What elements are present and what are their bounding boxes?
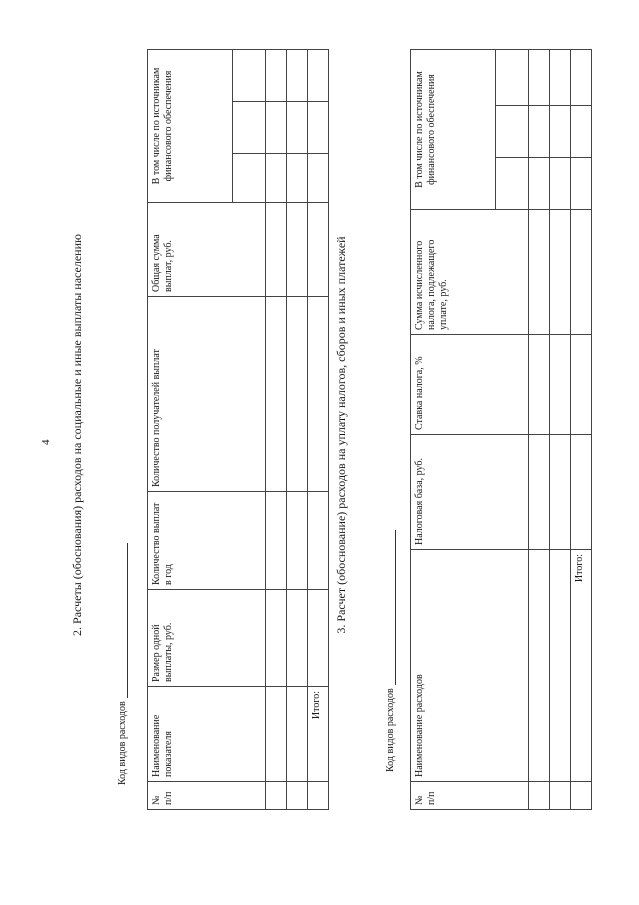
table-cell: [308, 203, 329, 297]
table-cell: [529, 158, 550, 210]
table-cell: [571, 49, 592, 105]
col-header-payments-count: Количество выплат в год: [148, 492, 266, 590]
total-row: [571, 49, 592, 809]
table-cell: [529, 435, 550, 550]
table-cell: [266, 590, 287, 687]
taxes-table: [410, 49, 592, 810]
sub-col-1: [496, 158, 529, 210]
table-cell: [287, 49, 308, 101]
table-cell: [571, 210, 592, 335]
col-header-sources: В том числе по источникам финансового обеспечения: [411, 49, 496, 209]
col-header-number: № п/п: [411, 782, 529, 810]
page-number: 4: [40, 439, 52, 445]
social-payments-table: [147, 49, 329, 810]
table-row: [266, 49, 287, 809]
sub-col-2: [496, 106, 529, 158]
table-cell: [266, 492, 287, 590]
sub-col-2: [233, 102, 266, 154]
section3-code-line: [385, 530, 396, 685]
table-cell: [529, 49, 550, 105]
table-cell: [287, 203, 308, 297]
table-cell: [266, 782, 287, 810]
table-cell: [287, 154, 308, 203]
col-header-tax-base: Налоговая база, руб.: [411, 435, 529, 550]
section2-code-label: Код видов расходов: [117, 701, 128, 785]
table-cell: [550, 782, 571, 810]
section2-title: 2. Расчеты (обоснования) расходов на социальные и иные выплаты населению: [70, 234, 84, 636]
section3-title: 3. Расчет (обоснование) расходов на уплату налогов, сборов и иных платежей: [334, 236, 348, 634]
table-cell: [571, 106, 592, 158]
table-cell: [529, 210, 550, 335]
table-cell: [529, 106, 550, 158]
col-header-tax-rate: Ставка налога, %: [411, 335, 529, 435]
table-cell: [571, 158, 592, 210]
table-cell: [287, 492, 308, 590]
col-header-expense-name: Наименование расходов: [411, 550, 529, 782]
table-cell: [550, 106, 571, 158]
table-cell: [308, 102, 329, 154]
table-cell: [571, 335, 592, 435]
table-cell: [266, 154, 287, 203]
sub-col-1: [233, 154, 266, 203]
table-cell: [266, 102, 287, 154]
table-cell: [287, 782, 308, 810]
table-cell: [308, 492, 329, 590]
table-row: [550, 49, 571, 809]
section2-code: [117, 543, 128, 785]
col-header-payment-size: Размер одной выплаты, руб.: [148, 590, 266, 687]
table-cell: [571, 435, 592, 550]
table-cell: [550, 49, 571, 105]
table-cell: [571, 782, 592, 810]
table-cell: [308, 154, 329, 203]
table-row: [529, 49, 550, 809]
table-cell: [550, 550, 571, 782]
table-cell: [287, 687, 308, 782]
table-cell: [266, 203, 287, 297]
section2-code-line: [117, 543, 128, 698]
col-header-indicator: Наименование показателя: [148, 687, 266, 782]
col-header-sources: В том числе по источникам финансового обеспечения: [148, 49, 233, 202]
col-header-recipients: Количество получателей выплат: [148, 297, 266, 492]
table-cell: [529, 782, 550, 810]
total-label: Итого:: [571, 550, 592, 782]
sub-col-3: [496, 49, 529, 105]
table-cell: [308, 590, 329, 687]
section3-code-label: Код видов расходов: [385, 688, 396, 772]
table-cell: [550, 435, 571, 550]
table-header-row: [148, 49, 233, 809]
table-cell: [550, 158, 571, 210]
total-row: [308, 49, 329, 809]
table-cell: [266, 49, 287, 101]
table-cell: [529, 550, 550, 782]
table-cell: [308, 782, 329, 810]
table-cell: [308, 297, 329, 492]
total-label: Итого:: [308, 687, 329, 782]
table-cell: [287, 297, 308, 492]
col-header-number: № п/п: [148, 782, 266, 810]
table-cell: [550, 210, 571, 335]
table-cell: [550, 335, 571, 435]
table-cell: [266, 297, 287, 492]
col-header-tax-amount: Сумма исчисленного налога, подлежащего уплате, руб.: [411, 210, 529, 335]
table-cell: [308, 49, 329, 101]
table-cell: [266, 687, 287, 782]
section3-code: [385, 530, 396, 772]
table-cell: [287, 590, 308, 687]
table-cell: [529, 335, 550, 435]
table-row: [287, 49, 308, 809]
table-cell: [287, 102, 308, 154]
table-header-row: [411, 49, 496, 809]
col-header-total: Общая сумма выплат, руб.: [148, 203, 266, 297]
sub-col-3: [233, 49, 266, 101]
